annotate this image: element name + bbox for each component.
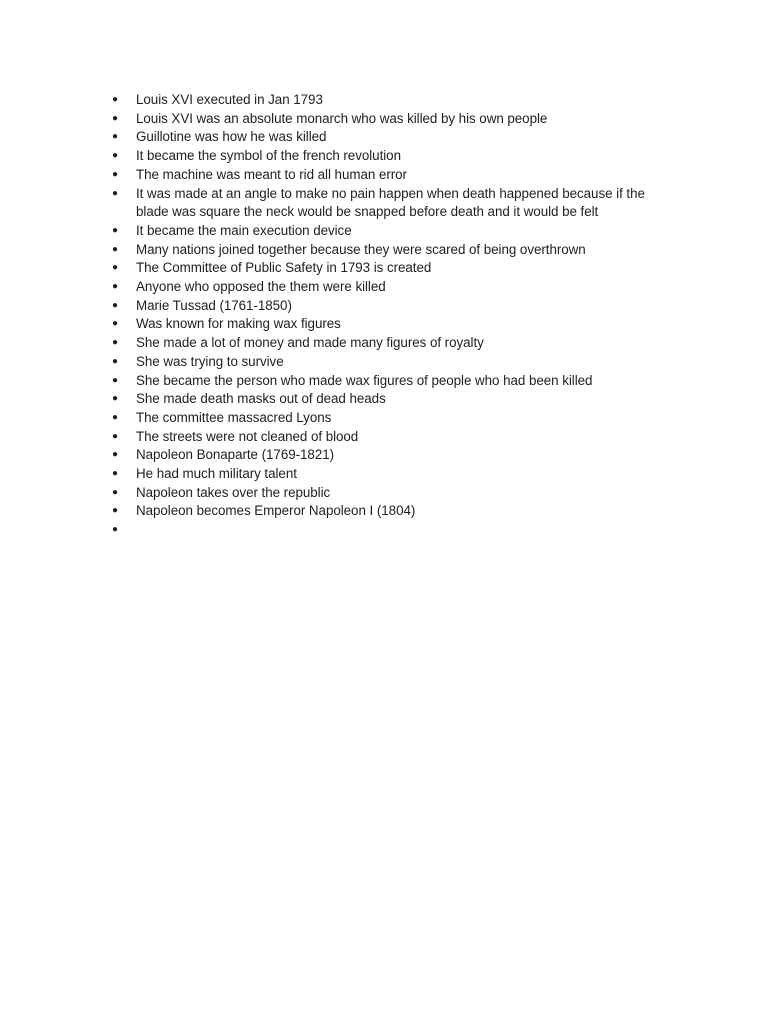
- bullet-icon: ●: [112, 281, 118, 293]
- list-item: [110, 147, 680, 166]
- list-item: [110, 259, 680, 278]
- list-item-text: Louis XVI executed in Jan 1793: [136, 92, 323, 107]
- list-item: [110, 241, 680, 260]
- bullet-icon: ●: [112, 262, 118, 274]
- bullet-icon: ●: [112, 243, 118, 255]
- list-item-text: Napoleon takes over the republic: [136, 484, 331, 500]
- bullet-list: [110, 91, 680, 540]
- list-item: [110, 278, 680, 297]
- list-item: [110, 353, 680, 372]
- list-item-text: She was trying to survive: [136, 353, 284, 369]
- bullet-icon: ●: [112, 355, 118, 367]
- list-item: [110, 484, 680, 503]
- bullet-icon: ●: [112, 468, 118, 480]
- list-item: [110, 334, 680, 353]
- list-item-text: The Committee of Public Safety in 1793 is created: [136, 260, 432, 276]
- list-item-text: Napoleon Bonaparte (1769-1821): [136, 447, 335, 463]
- list-item: [110, 446, 680, 465]
- bullet-icon: ●: [112, 449, 118, 461]
- list-item-text: Was known for making wax figures: [136, 316, 341, 332]
- list-item: [110, 166, 680, 185]
- bullet-icon: ●: [112, 524, 118, 536]
- list-item-text: She made a lot of money and made many figures of royalty: [136, 335, 484, 351]
- list-item-text: She became the person who made wax figures of people who had been killed: [136, 372, 593, 388]
- list-item: [110, 110, 680, 129]
- bullet-icon: ●: [112, 337, 118, 349]
- list-item: [110, 390, 680, 409]
- list-item: [110, 222, 680, 241]
- bullet-icon: ●: [112, 150, 118, 162]
- bullet-icon: ●: [112, 187, 118, 199]
- list-item-text: [136, 521, 680, 540]
- bullet-icon: ●: [112, 505, 118, 517]
- bullet-icon: ●: [112, 224, 118, 236]
- bullet-icon: ●: [112, 374, 118, 386]
- list-item-text: Guillotine was how he was killed: [136, 129, 327, 145]
- list-item: [110, 315, 680, 334]
- list-item-text: It was made at an angle to make no pain happen when death happened because if the blade was square the neck would be snapped before death and it would be felt: [136, 185, 645, 220]
- bullet-icon: ●: [112, 94, 118, 105]
- bullet-icon: ●: [112, 486, 118, 498]
- list-item-text: Many nations joined together because they were scared of being overthrown: [136, 241, 586, 257]
- bullet-icon: ●: [112, 131, 118, 143]
- bullet-icon: ●: [112, 168, 118, 180]
- list-item-text: He had much military talent: [136, 466, 297, 482]
- list-item: [110, 502, 680, 521]
- list-item-text: The streets were not cleaned of blood: [136, 428, 359, 444]
- list-item: [110, 428, 680, 447]
- list-item-text: Napoleon becomes Emperor Napoleon I (1804): [136, 503, 416, 519]
- list-item-text: The machine was meant to rid all human error: [136, 166, 407, 182]
- list-item-text: It became the symbol of the french revolution: [136, 148, 401, 164]
- list-item: [110, 185, 680, 222]
- list-item-empty: [110, 521, 680, 540]
- list-item-text: It became the main execution device: [136, 222, 352, 238]
- list-item-text: The committee massacred Lyons: [136, 409, 332, 425]
- bullet-icon: ●: [112, 112, 118, 124]
- bullet-icon: ●: [112, 430, 118, 442]
- list-item: [110, 465, 680, 484]
- list-item-text: Marie Tussad (1761-1850): [136, 297, 292, 313]
- list-item: [110, 409, 680, 428]
- list-item: [110, 128, 680, 147]
- bullet-icon: ●: [112, 411, 118, 423]
- list-item-text: Anyone who opposed the them were killed: [136, 279, 386, 295]
- list-item-text: She made death masks out of dead heads: [136, 391, 386, 407]
- list-item: [110, 372, 680, 391]
- list-item: [110, 91, 680, 110]
- list-item-text: Louis XVI was an absolute monarch who was killed by his own people: [136, 110, 548, 126]
- bullet-icon: ●: [112, 393, 118, 405]
- bullet-icon: ●: [112, 299, 118, 311]
- list-item: [110, 297, 680, 316]
- bullet-icon: ●: [112, 318, 118, 330]
